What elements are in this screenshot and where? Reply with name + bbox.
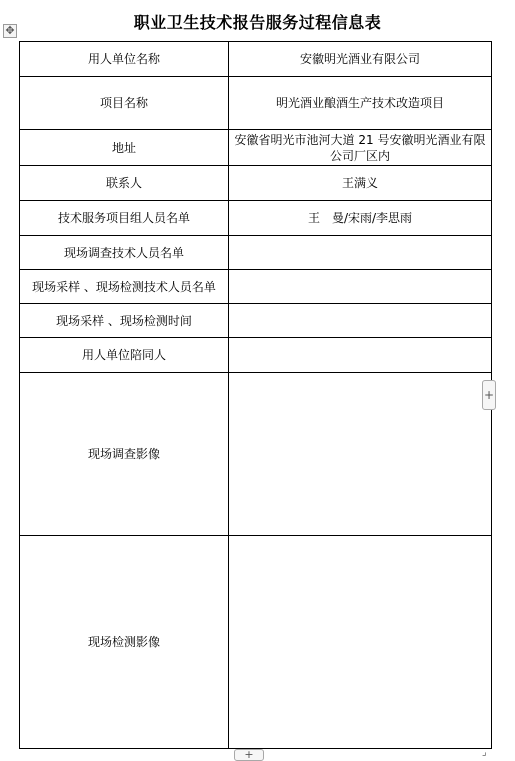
table-row <box>20 42 492 77</box>
cell-label-employer-name[interactable]: 用人单位名称 <box>20 42 229 77</box>
table-row <box>20 166 492 201</box>
cell-label-survey-images[interactable]: 现场调查影像 <box>20 373 229 536</box>
document-title: 职业卫生技术报告服务过程信息表 <box>133 13 382 32</box>
cell-label-escort[interactable]: 用人单位陪同人 <box>20 338 229 373</box>
cell-value-survey-staff[interactable] <box>229 236 492 270</box>
table-row <box>20 77 492 130</box>
cell-value-detection-images[interactable] <box>229 536 492 749</box>
cell-value-project-team[interactable]: 王 曼/宋雨/李思雨 <box>229 201 492 236</box>
cell-label-detection-images[interactable]: 现场检测影像 <box>20 536 229 749</box>
table-move-handle-icon[interactable]: ✥ <box>3 24 17 38</box>
cell-value-sampling-time[interactable] <box>229 304 492 338</box>
cell-label-sampling-time[interactable]: 现场采样 、现场检测时间 <box>20 304 229 338</box>
cell-value-sampling-staff[interactable] <box>229 270 492 304</box>
table-row <box>20 304 492 338</box>
table-row <box>20 130 492 166</box>
cell-label-survey-staff[interactable]: 现场调查技术人员名单 <box>20 236 229 270</box>
add-row-plus-icon[interactable]: + <box>234 749 264 761</box>
table-row <box>20 373 492 536</box>
cell-value-project-name[interactable]: 明光酒业酿酒生产技术改造项目 <box>229 77 492 130</box>
table-row <box>20 236 492 270</box>
cell-label-project-name[interactable]: 项目名称 <box>20 77 229 130</box>
info-table <box>19 41 492 749</box>
cell-label-contact[interactable]: 联系人 <box>20 166 229 201</box>
cell-value-escort[interactable] <box>229 338 492 373</box>
cell-label-address[interactable]: 地址 <box>20 130 229 166</box>
table-row <box>20 201 492 236</box>
cell-value-contact[interactable]: 王满义 <box>229 166 492 201</box>
cell-value-employer-name[interactable]: 安徽明光酒业有限公司 <box>229 42 492 77</box>
cell-label-project-team[interactable]: 技术服务项目组人员名单 <box>20 201 229 236</box>
cell-value-survey-images[interactable] <box>229 373 492 536</box>
table-row <box>20 536 492 749</box>
resize-corner-icon[interactable]: ⌟ <box>482 747 487 758</box>
table-row <box>20 270 492 304</box>
cell-value-address[interactable]: 安徽省明光市池河大道 21 号安徽明光酒业有限公司厂区内 <box>229 130 492 166</box>
cell-label-sampling-staff[interactable]: 现场采样 、现场检测技术人员名单 <box>20 270 229 304</box>
add-column-plus-icon[interactable]: + <box>482 380 496 410</box>
table-row <box>20 338 492 373</box>
